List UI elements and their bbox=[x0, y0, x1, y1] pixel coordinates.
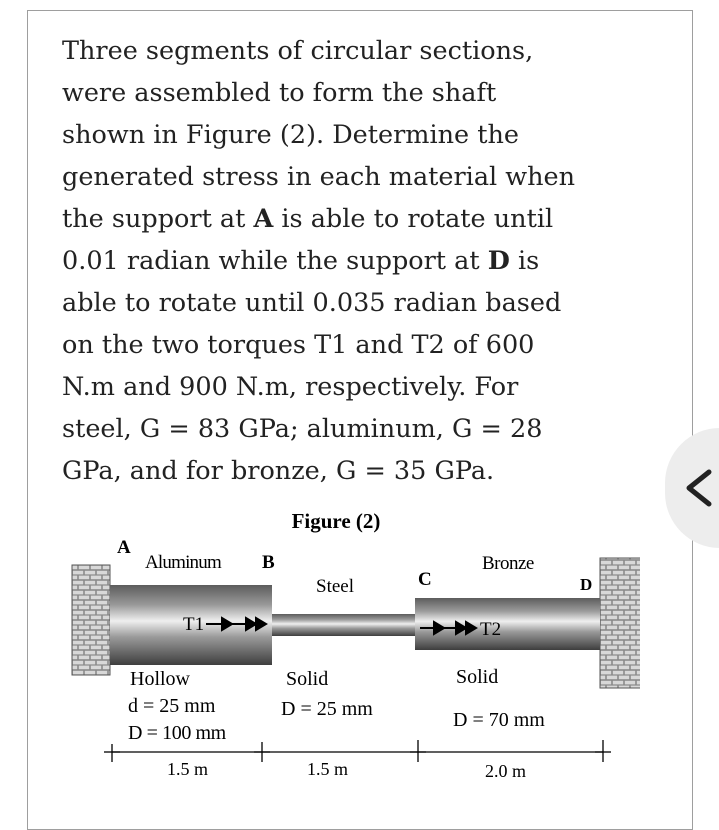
point-a-label: A bbox=[117, 537, 131, 558]
aluminum-label: Aluminum bbox=[145, 552, 221, 573]
segment-2-length: 1.5 m bbox=[307, 759, 349, 779]
problem-line: shown in Figure (2). Determine the bbox=[62, 120, 519, 150]
problem-line bbox=[62, 240, 667, 282]
right-wall bbox=[600, 558, 640, 688]
support-d-ref: D bbox=[487, 246, 510, 276]
problem-line: were assembled to form the shaft bbox=[62, 78, 497, 108]
torque-t2-label: T2 bbox=[480, 619, 502, 640]
problem-line: GPa, and for bronze, G = 35 GPa. bbox=[62, 456, 495, 486]
shaft-figure bbox=[60, 500, 640, 790]
problem-line bbox=[62, 198, 667, 240]
support-a-ref: A bbox=[253, 204, 274, 234]
bronze-segment bbox=[415, 598, 600, 650]
problem-line: Three segments of circular sections, bbox=[62, 36, 534, 66]
problem-line: steel, G = 83 GPa; aluminum, G = 28 bbox=[62, 414, 543, 444]
problem-text: the support at bbox=[62, 204, 254, 234]
problem-line: on the two torques T1 and T2 of 600 bbox=[62, 330, 535, 360]
bronze-label: Bronze bbox=[482, 553, 534, 574]
problem-text: is able to rotate until bbox=[273, 204, 554, 234]
point-d-label: D bbox=[580, 575, 593, 594]
figure-title: Figure (2) bbox=[291, 509, 381, 533]
segment-1-length: 1.5 m bbox=[167, 759, 209, 779]
problem-statement bbox=[62, 30, 667, 492]
problem-line: able to rotate until 0.035 radian based bbox=[62, 288, 562, 318]
segment-3-length: 2.0 m bbox=[485, 761, 527, 781]
problem-line: N.m and 900 N.m, respectively. For bbox=[62, 372, 519, 402]
segment-1-type: Hollow bbox=[130, 668, 190, 690]
steel-segment bbox=[272, 614, 415, 636]
segment-1-inner-diameter: d = 25 mm bbox=[128, 695, 216, 717]
problem-text: 0.01 radian while the support at bbox=[62, 246, 488, 276]
segment-3-type: Solid bbox=[456, 666, 499, 688]
segment-2-type: Solid bbox=[286, 668, 329, 690]
segment-1-outer-diameter: D = 100 mm bbox=[128, 722, 226, 744]
chevron-left-icon bbox=[679, 468, 719, 508]
point-b-label: B bbox=[262, 552, 275, 573]
point-c-label: C bbox=[418, 569, 432, 590]
segment-2-diameter: D = 25 mm bbox=[281, 698, 373, 720]
problem-line: generated stress in each material when bbox=[62, 162, 576, 192]
problem-text: is bbox=[509, 246, 540, 276]
left-wall bbox=[72, 565, 110, 675]
steel-label: Steel bbox=[316, 576, 354, 597]
torque-t1-label: T1 bbox=[183, 614, 205, 635]
segment-3-diameter: D = 70 mm bbox=[453, 709, 545, 731]
